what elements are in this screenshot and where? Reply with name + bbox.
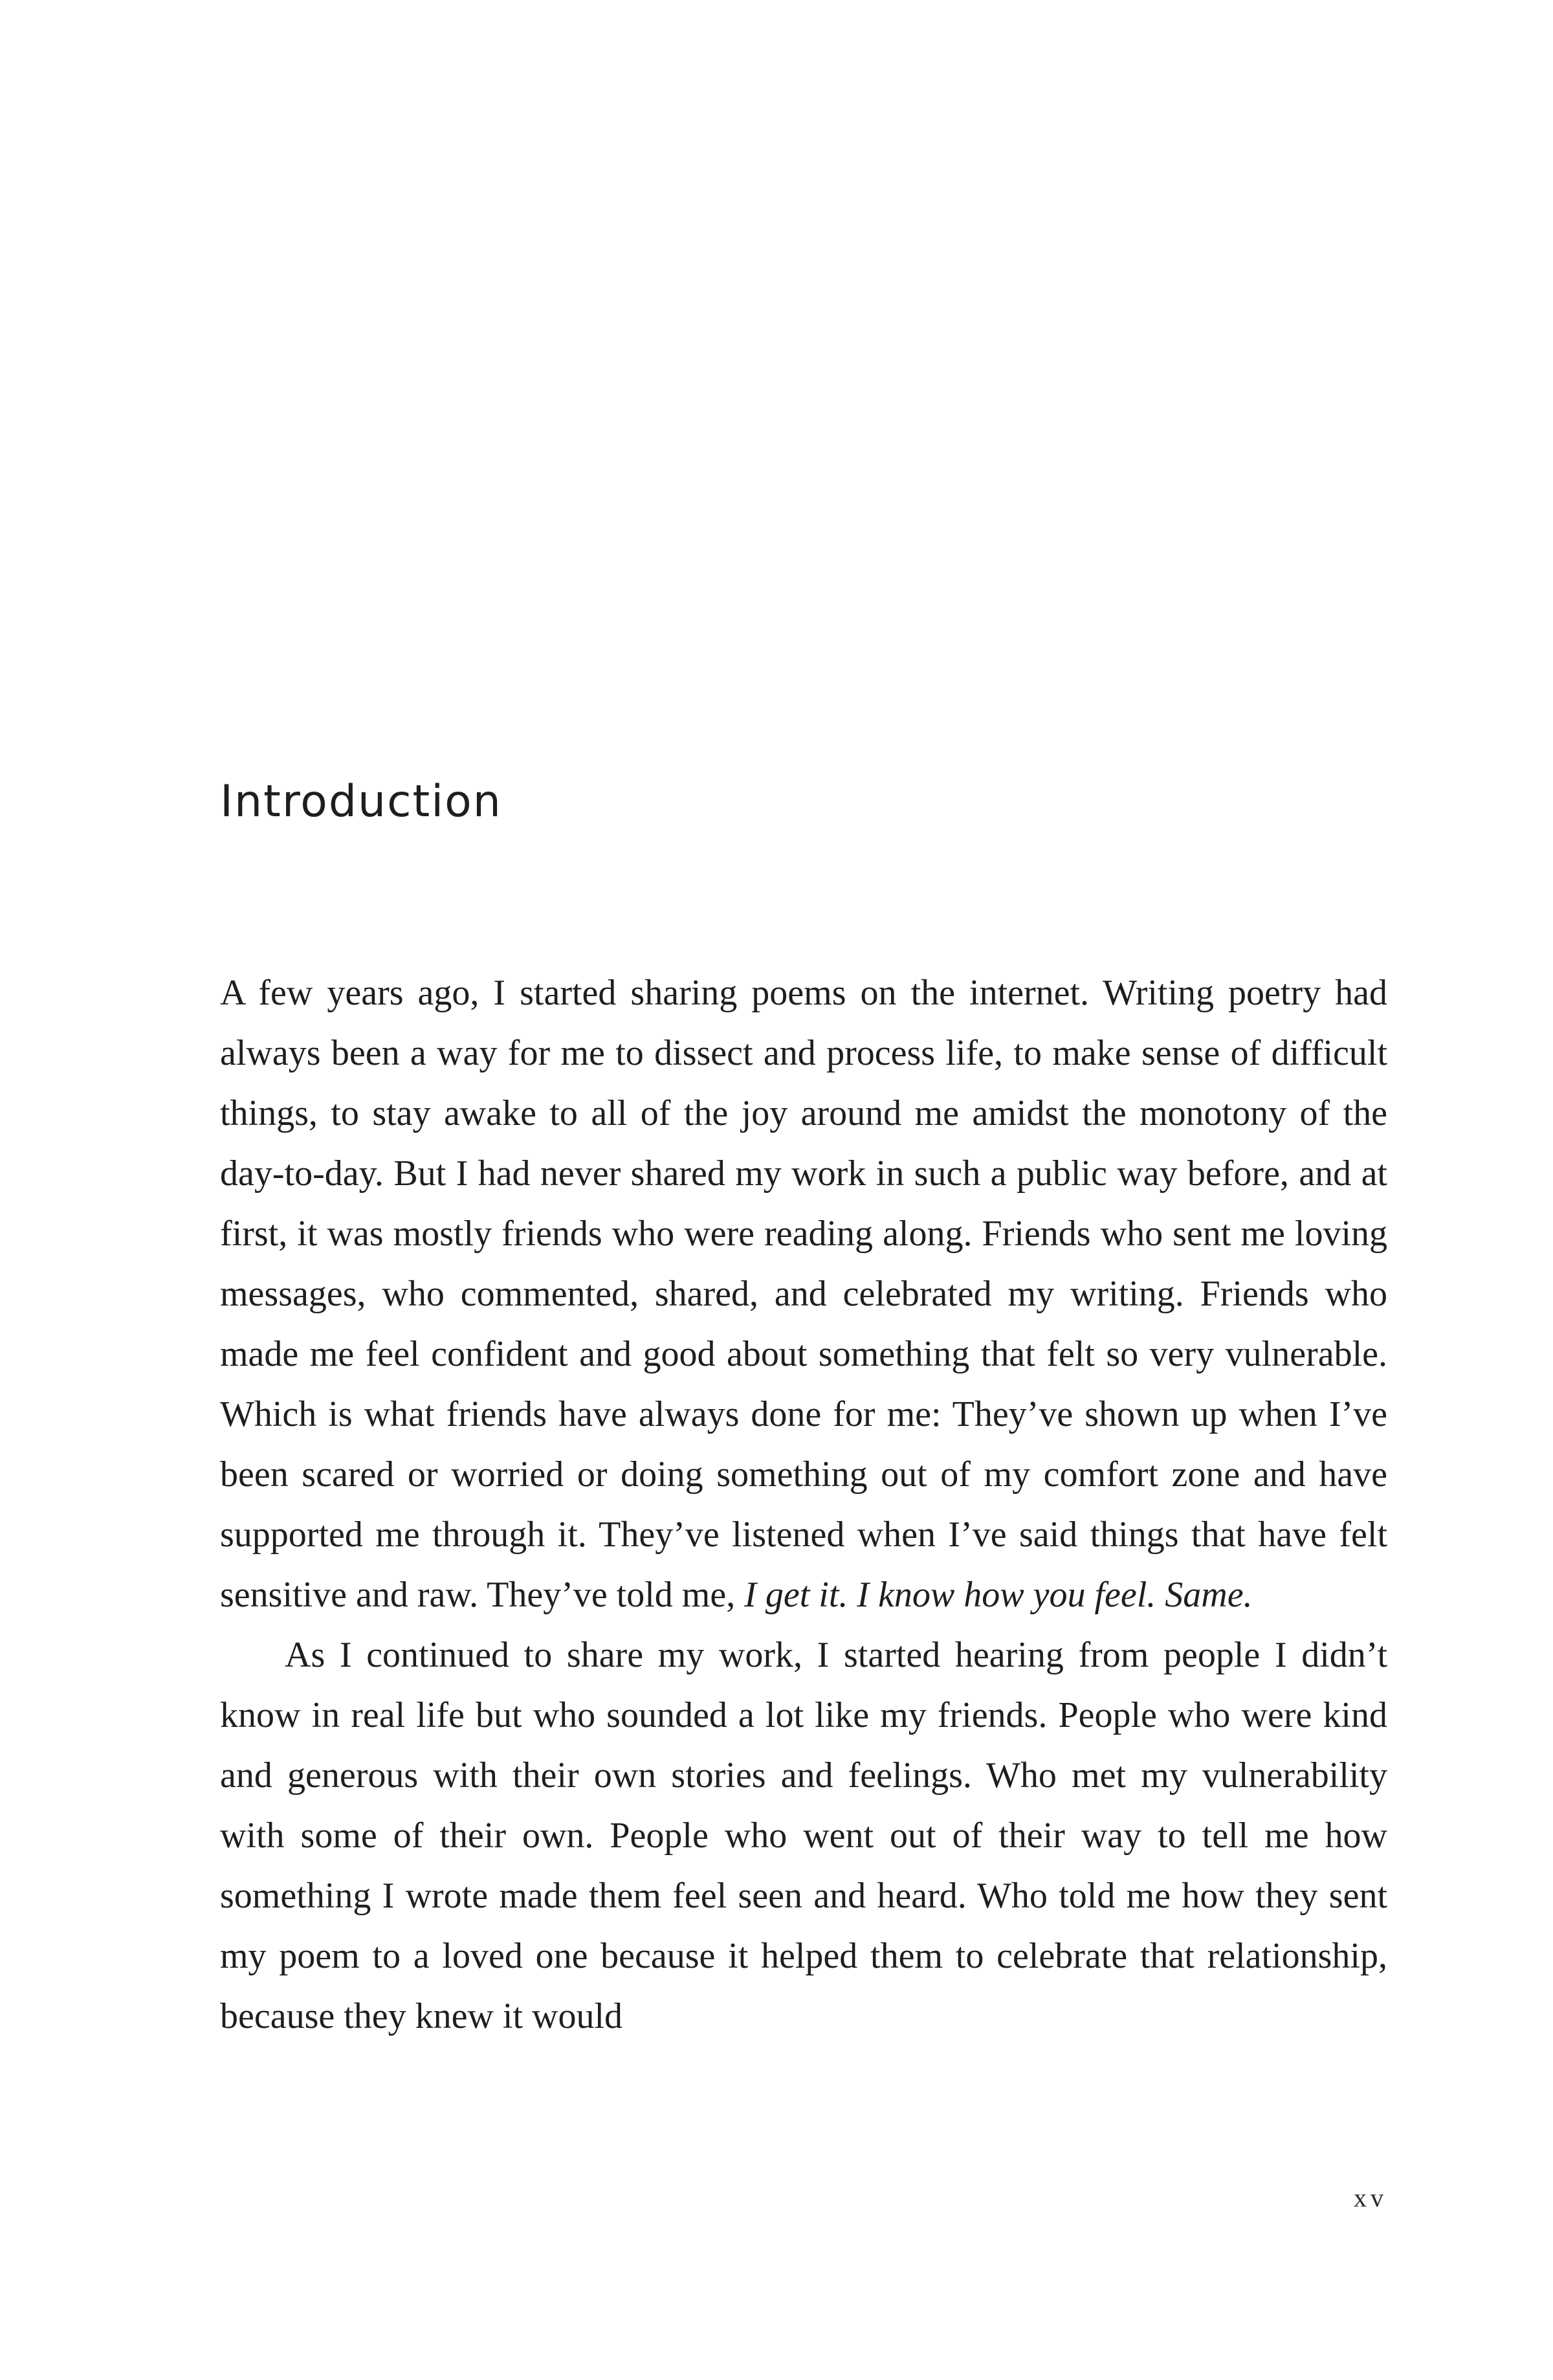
paragraph-1-text: A few years ago, I started sharing poems on the internet. Writing poetry had always been a way for me to dissect and process life, to make sense of difficult things, to stay awake to all of the joy around me amidst the monotony of the day-to-day. But I had never shared my work in such a public way before, and at first, it was mostly friends who were reading along. Friends who sent me loving messages, who commented, shared, and celebrated my writing. Friends who made me feel confident and good about something that felt so very vulnerable. Which is what friends have always done for me: They’ve shown up when I’ve been scared or worried or doing something out of my comfort zone and have supported me through it. They’ve listened when I’ve said things that have felt sensitive and raw. They’ve told me, [220, 973, 1387, 1615]
body-text [220, 963, 1387, 2047]
paragraph-2: As I continued to share my work, I started hearing from people I didn’t know in real life but who sounded a lot like my friends. People who were kind and generous with their own stories and feelings. Who met my vulnerability with some of their own. People who went out of their way to tell me how something I wrote made them feel seen and heard. Who told me how they sent my poem to a loved one because it helped them to celebrate that relationship, because they knew it would [220, 1635, 1387, 2036]
paragraph-1 [220, 963, 1387, 1625]
page-number: xv [1354, 2183, 1387, 2212]
paragraph-1-italic-quote: I get it. I know how you feel. Same. [744, 1575, 1253, 1615]
chapter-title: Introduction [220, 776, 502, 827]
